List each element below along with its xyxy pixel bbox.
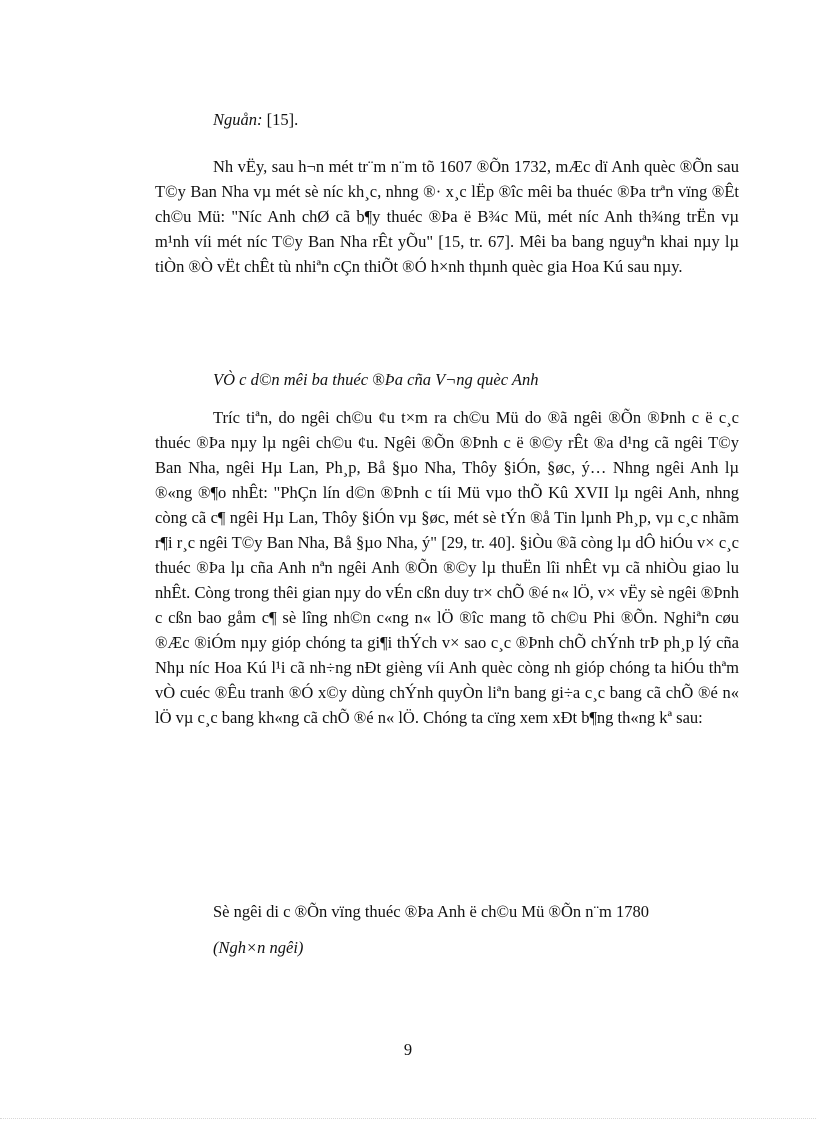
source-citation (213, 110, 298, 130)
table-caption: Sè ngêi di c ®Õn vïng thuéc ®Þa Anh ë ch©u Mü ®Õn n¨m 1780 (213, 902, 650, 921)
table-caption-unit: (Ngh×n ngêi) (213, 938, 304, 957)
page-bottom-divider (0, 1118, 816, 1119)
paragraph-2: Tríc tiªn, do ngêi ch©u ¢u t×m ra ch©u Mü do ®ã ngêi ®Õn ®Þnh c ë c¸c thuéc ®Þa nµy lµ ngêi ch©u ¢u. Ngêi ®Õn ®Þnh c ë ®©y rÊt ®a d¹ng cã ngêi T©y Ban Nha, ngêi Hµ Lan, Ph¸p, Bå §µo Nha, Thôy §iÓn, §øc, ý… Nhng ngêi Anh lµ ®«ng ®¶o nhÊt: "PhÇn lín d©n ®Þnh c tíi Mü vµo thÕ Kû XVII lµ ngêi Anh, nhng còng cã c¶ ngêi Hµ Lan, Thôy §iÓn vµ §øc, mét sè tÝn ®å Tin lµnh Ph¸p, vµ c¸c nhãm r¶i r¸c ngêi T©y Ban Nha, Bå §µo Nha, ý" [29, tr. 40]. §iÒu ®ã còng lµ dÔ hiÓu v× c¸c thuéc ®Þa lµ cña Anh nªn ngêi Anh ®Õn ®©y lµ thuËn lîi nhÊt vµ cã nhiÒu giao lu nhÊt. Còng trong thêi gian nµy do vÉn cßn duy tr× chÕ ®é n« lÖ, v× vËy sè ngêi ®Þnh c cßn bao gåm c¶ sè lîng nh©n c«ng n« lÖ ®îc mang tõ ch©u Phi ®Õn. Nghiªn cøu ®Æc ®iÓm nµy gióp chóng ta gi¶i thÝch v× sao c¸c ®Þnh chÕ chÝnh trÞ ph¸p lý cña Nhµ níc Hoa Kú l¹i cã nh÷ng nÐt gièng víi Anh quèc còng nh gióp chóng ta hiÓu thªm vÒ cuéc ®Êu tranh ®Ó x©y dùng chÝnh quyÒn liªn bang gi÷a c¸c bang cã chÕ ®é n« lÖ vµ c¸c bang kh«ng cã chÕ ®é n« lÖ. Chóng ta cïng xem xÐt b¶ng th«ng kª sau: (155, 408, 739, 727)
paragraph-1-block (155, 154, 739, 279)
section-heading: VÒ c d©n mêi ba thuéc ®Þa cña V¬ng quèc Anh (213, 370, 539, 389)
source-label: Nguån: (213, 110, 263, 129)
paragraph-2-block (155, 405, 739, 730)
source-reference: [15]. (262, 110, 299, 129)
paragraph-1: Nh vËy, sau h¬n mét tr¨m n¨m tõ 1607 ®Õn 1732, mÆc dï Anh quèc ®Õn sau T©y Ban Nha vµ mét sè níc kh¸c, nhng ®· x¸c lËp ®îc mêi ba thuéc ®Þa trªn vïng ®Êt ch©u Mü: "Níc Anh chØ cã b¶y thuéc ®Þa ë B¾c Mü, mét níc Anh th¾ng trËn vµ m¹nh víi mét níc T©y Ban Nha rÊt yÕu" [15, tr. 67]. Mêi ba bang nguyªn khai nµy lµ tiÒn ®Ò vËt chÊt tù nhiªn cÇn thiÕt ®Ó h×nh thµnh quèc gia Hoa Kú sau nµy. (155, 157, 739, 276)
page-number: 9 (403, 1040, 413, 1059)
